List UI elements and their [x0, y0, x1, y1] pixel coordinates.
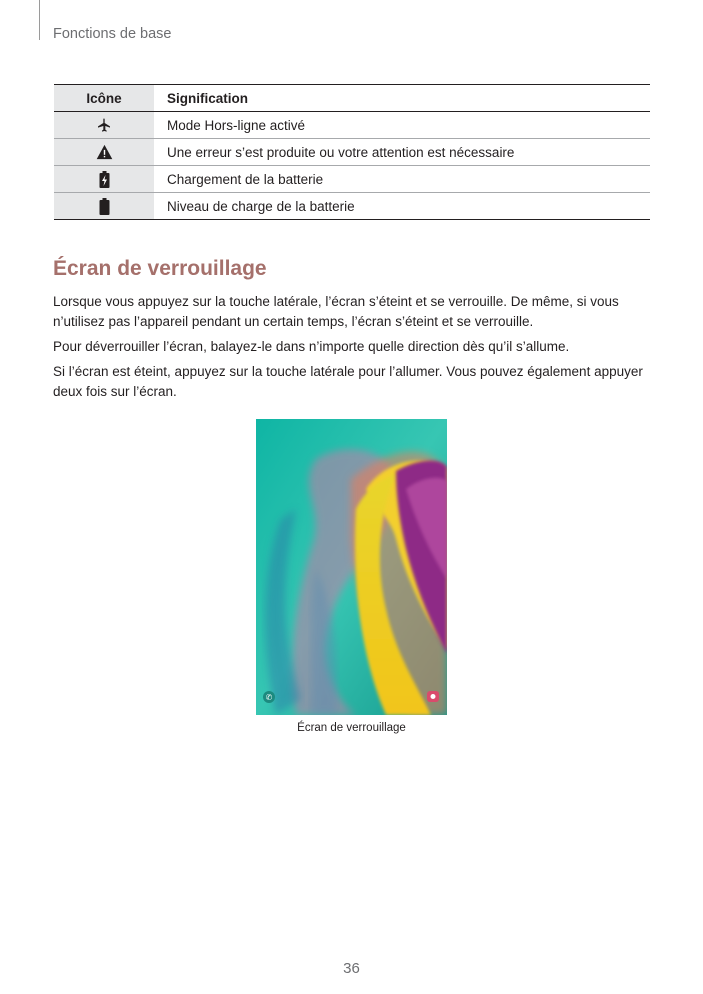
table-cell-meaning: Chargement de la batterie [154, 166, 650, 193]
paragraph-unlock: Pour déverrouiller l’écran, balayez-le dans n’importe quelle direction dès qu’il s’allume. [53, 339, 570, 354]
paragraph-lock-behavior: Lorsque vous appuyez sur la touche latérale, l’écran s’éteint et se verrouille. De même, si vous n’utilisez pas l’appareil pendant un certain temps, l’écran s’éteint et se verrouille. [53, 294, 619, 329]
section-title: Écran de verrouillage [53, 257, 267, 280]
phone-icon: ✆ [265, 693, 273, 702]
table-header-row [54, 85, 650, 112]
table-row [54, 112, 650, 139]
table-row [54, 193, 650, 220]
lock-screen-wallpaper [256, 419, 447, 715]
battery-level-icon [99, 198, 110, 215]
warning-icon [96, 144, 113, 160]
column-header-meaning: Signification [154, 85, 650, 112]
paragraph-wake: Si l’écran est éteint, appuyez sur la touche latérale pour l’allumer. Vous pouvez également appuyer deux fois sur l’écran. [53, 364, 643, 399]
table-row [54, 139, 650, 166]
page-number: 36 [343, 960, 360, 977]
figure-caption: Écran de verrouillage [297, 722, 406, 734]
table-cell-meaning: Une erreur s’est produite ou votre attention est nécessaire [154, 139, 650, 166]
running-head: Fonctions de base [53, 26, 172, 42]
table-cell-meaning: Niveau de charge de la batterie [154, 193, 650, 220]
table-row [54, 166, 650, 193]
lock-screen-illustration [256, 419, 447, 715]
column-header-icon: Icône [54, 85, 154, 112]
table-cell-meaning: Mode Hors-ligne activé [154, 112, 650, 139]
airplane-icon [96, 117, 112, 133]
icon-meaning-table [54, 84, 650, 220]
header-divider [39, 0, 40, 40]
battery-charging-icon [99, 171, 110, 188]
camera-lens [431, 694, 436, 699]
